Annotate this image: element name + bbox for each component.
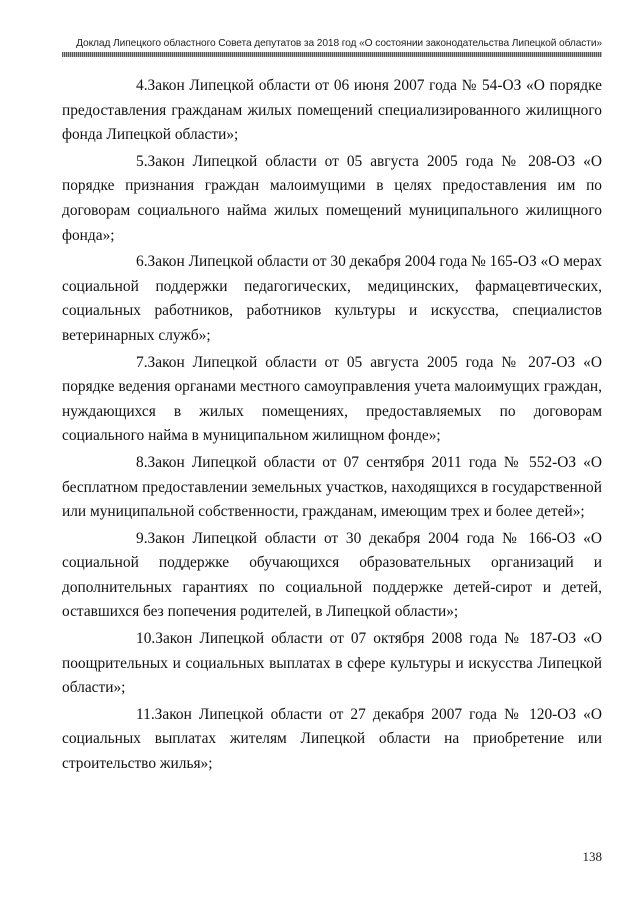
item-number: 4. [136, 77, 148, 94]
page-number: 138 [582, 849, 602, 864]
item-text: Закон Липецкой области от 05 августа 2005 года № 207-ОЗ «О порядке ведения органами местного самоуправления учета малоимущих граждан, нуждающихся в жилых помещениях, предоставляемых по договорам социального найма в муниципальном жилищном фонде»; [62, 353, 602, 445]
list-item [62, 150, 602, 248]
item-number: 9. [136, 529, 148, 547]
item-text: Закон Липецкой области от 06 июня 2007 года № 54-ОЗ «О порядке предоставления гражданам жилых помещений специализированного жилищного фонда Липецкой области»; [62, 77, 602, 144]
item-number: 11. [136, 705, 155, 723]
item-text: Закон Липецкой области от 05 августа 2005 года № 208-ОЗ «О порядке признания граждан малоимущими в целях предоставления им по договорам социального найма жилых помещений муниципального жилищного фонда»; [62, 152, 602, 244]
list-item [62, 527, 602, 625]
item-number: 8. [136, 453, 148, 471]
item-number: 10. [136, 630, 156, 648]
item-text: Закон Липецкой области от 27 декабря 2007 года № 120-ОЗ «О социальных выплатах жителям Липецкой области на приобретение или строительство жилья»; [62, 705, 602, 773]
law-list [62, 74, 602, 779]
item-text: Закон Липецкой области от 30 декабря 2004 года № 166-ОЗ «О социальной поддержке обучающихся образовательных организаций и дополнительных гарантиях по социальной поддержке детей-сирот и детей, оставшихся без попечения родителей, в Липецкой области»; [62, 529, 602, 621]
list-item [62, 351, 602, 449]
running-header: Доклад Липецкого областного Совета депутатов за 2018 год «О состоянии законодательства Липецкой области» [76, 38, 602, 49]
item-number: 5. [136, 152, 148, 170]
header-rule [62, 52, 602, 57]
item-text: Закон Липецкой области от 30 декабря 2004 года № 165-ОЗ «О мерах социальной поддержки педагогических, медицинских, фармацевтических, социальных работников, работников культуры и искусства, специалистов ветеринарных служб»; [62, 253, 602, 344]
list-item [62, 627, 602, 701]
list-item [62, 74, 602, 148]
item-number: 7. [136, 353, 148, 371]
list-item [62, 451, 602, 525]
list-item [62, 703, 602, 777]
item-text: Закон Липецкой области от 07 сентября 2011 года № 552-ОЗ «О бесплатном предоставлении земельных участков, находящихся в государственной или муниципальной собственности, гражданам, имеющим трех и более детей»; [62, 453, 602, 521]
list-item [62, 250, 602, 348]
item-number: 6. [136, 253, 148, 271]
item-text: Закон Липецкой области от 07 октября 2008 года № 187-ОЗ «О поощрительных и социальных выплатах в сфере культуры и искусства Липецкой области»; [62, 630, 602, 697]
